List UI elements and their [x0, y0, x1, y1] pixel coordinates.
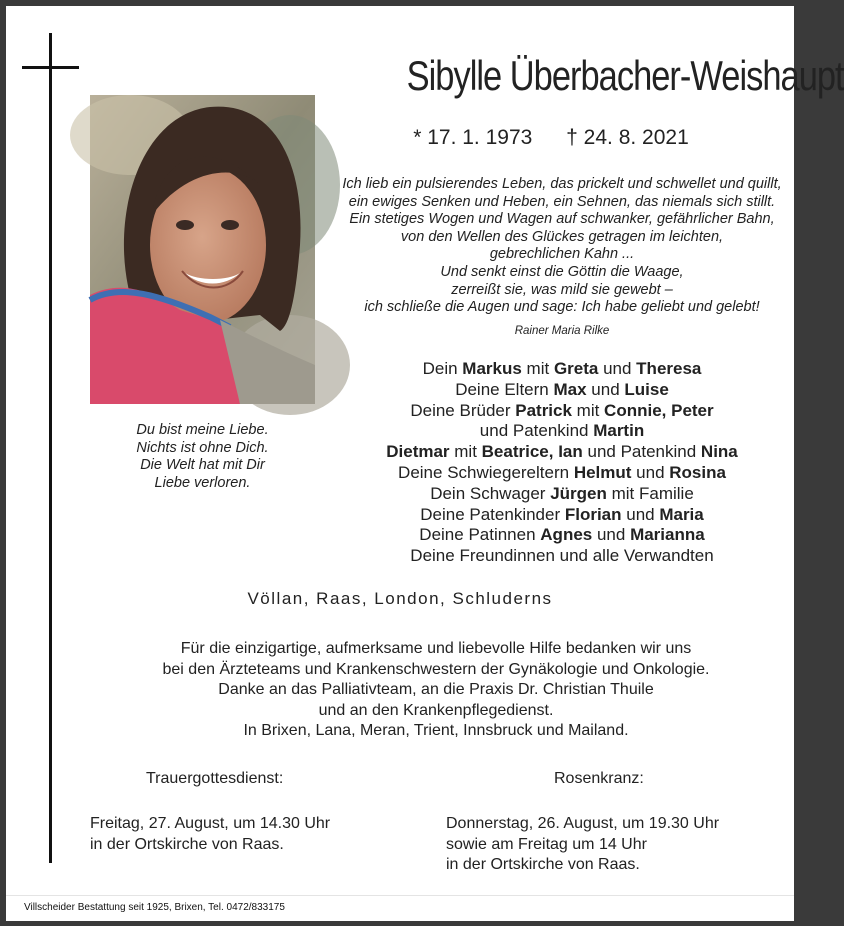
thanks-line: bei den Ärzteteams und Krankenschwestern der Gynäkologie und Onkologie.	[162, 660, 710, 678]
mourner-name: Jürgen	[550, 483, 607, 503]
poem-line: ein ewiges Senken und Heben, ein Sehnen, das niemals sich stillt.	[348, 193, 776, 210]
poem-line: gebrechlichen Kahn ...	[489, 246, 635, 263]
obituary-notice	[6, 6, 844, 920]
thanks-line: und an den Krankenpflegedienst.	[318, 701, 554, 719]
mourner-name: Martin	[593, 421, 645, 441]
mourner-name: Agnes	[540, 525, 593, 545]
mourner-name: Patrick	[515, 400, 572, 420]
mourner-name: Rosina	[669, 462, 726, 482]
thanks-line: In Brixen, Lana, Meran, Trient, Innsbruck und Mailand.	[243, 722, 629, 740]
mourner-name: Nina	[700, 442, 738, 462]
mourner-text: Deine Freundinnen und alle Verwandten	[410, 546, 714, 566]
funeral-service-details	[90, 814, 330, 855]
mourner-name: Helmut	[573, 462, 632, 482]
mourner-text: und	[631, 462, 670, 482]
birth-date: * 17. 1. 1973	[413, 126, 533, 149]
thanks-text	[66, 639, 806, 742]
mourner-name: Maria	[659, 504, 704, 524]
rosary-title: Rosenkranz:	[554, 770, 644, 787]
life-dates	[386, 126, 716, 150]
cross-icon-bar	[22, 66, 79, 69]
rosary-details	[446, 814, 719, 876]
caption-line: Liebe verloren.	[154, 474, 251, 491]
mourner-name: Markus	[462, 359, 522, 378]
mourner-text: und	[592, 525, 631, 545]
portrait-photo	[90, 95, 315, 404]
mourner-text: mit	[449, 442, 482, 462]
mourner-name: Connie, Peter	[604, 400, 714, 420]
death-date: † 24. 8. 2021	[566, 126, 689, 149]
mourner-name: Dietmar	[386, 442, 450, 462]
mourner-name: Florian	[564, 504, 622, 524]
caption-line: Nichts ist ohne Dich.	[136, 439, 269, 456]
funeral-home-footer: Villscheider Bestattung seit 1925, Brixen, Tel. 0472/833175	[24, 902, 285, 913]
places: Völlan, Raas, London, Schluderns	[247, 589, 553, 608]
poem-line: von den Wellen des Glückes getragen im leichten,	[400, 228, 724, 245]
mourner-text: mit	[571, 400, 605, 420]
thanks-line: Danke an das Palliativteam, an die Praxis Dr. Christian Thuile	[218, 681, 654, 699]
mourner-name: Marianna	[630, 525, 705, 545]
poem-line: Und senkt einst die Göttin die Waage,	[440, 263, 684, 280]
mourner-name: Luise	[624, 379, 669, 399]
mourner-line	[336, 380, 788, 401]
funeral-service-title: Trauergottesdienst:	[146, 770, 284, 787]
mourner-text: und	[598, 359, 637, 378]
service-line: in der Ortskirche von Raas.	[90, 835, 284, 853]
mourners-list	[336, 359, 788, 567]
mourner-name: Beatrice, Ian	[481, 442, 583, 462]
mourner-line	[336, 505, 788, 526]
mourner-line	[336, 546, 788, 567]
service-line: sowie am Freitag um 14 Uhr	[446, 835, 647, 853]
mourner-line	[336, 525, 788, 546]
mourner-line	[336, 421, 788, 442]
mourner-line	[336, 484, 788, 505]
caption-line: Die Welt hat mit Dir	[140, 457, 265, 473]
mourner-text: Deine Brüder	[410, 400, 516, 420]
service-line: Donnerstag, 26. August, um 19.30 Uhr	[446, 815, 720, 832]
mourner-name: Theresa	[636, 359, 702, 378]
mourner-text: mit	[521, 359, 554, 378]
cross-icon	[49, 33, 52, 863]
poem-line: ich schließe die Augen und sage: Ich habe geliebt und gelebt!	[364, 299, 760, 316]
service-line: Freitag, 27. August, um 14.30 Uhr	[90, 815, 331, 832]
mourner-line	[336, 463, 788, 484]
poem	[336, 176, 788, 340]
mourner-text: und Patenkind	[479, 421, 594, 441]
photo-caption	[90, 422, 315, 492]
mourner-name: Max	[553, 379, 587, 399]
mourner-text: Deine Schwiegereltern	[398, 462, 574, 482]
poem-line: Ich lieb ein pulsierendes Leben, das prickelt und schwellet und quillt,	[342, 176, 782, 192]
deceased-name: Sibylle Überbacher-Weishaupt	[406, 52, 844, 99]
poem-line: Ein stetiges Wogen und Wagen auf schwanker, gefährlicher Bahn,	[349, 211, 775, 228]
thanks-line: Für die einzigartige, aufmerksame und liebevolle Hilfe bedanken wir uns	[180, 640, 692, 657]
mourner-text: mit Familie	[606, 483, 694, 503]
mourner-line	[336, 401, 788, 422]
mourner-text: Dein	[422, 359, 463, 378]
mourner-text: und	[621, 504, 660, 524]
mourner-text: Deine Eltern	[455, 379, 554, 399]
mourner-name: Greta	[553, 359, 599, 378]
mourner-line	[336, 359, 788, 380]
footer-bar	[6, 895, 794, 921]
mourner-text: Dein Schwager	[430, 483, 551, 503]
mourner-text: Deine Patenkinder	[420, 504, 565, 524]
mourner-text: und Patenkind	[582, 442, 701, 462]
poem-author: Rainer Maria Rilke	[514, 324, 610, 337]
mourner-text: und	[586, 379, 625, 399]
mourner-text: Deine Patinnen	[419, 525, 541, 545]
poem-line: zerreißt sie, was mild sie gewebt –	[451, 281, 673, 298]
mourner-line	[336, 442, 788, 463]
caption-line: Du bist meine Liebe.	[136, 422, 269, 438]
service-line: in der Ortskirche von Raas.	[446, 856, 640, 874]
